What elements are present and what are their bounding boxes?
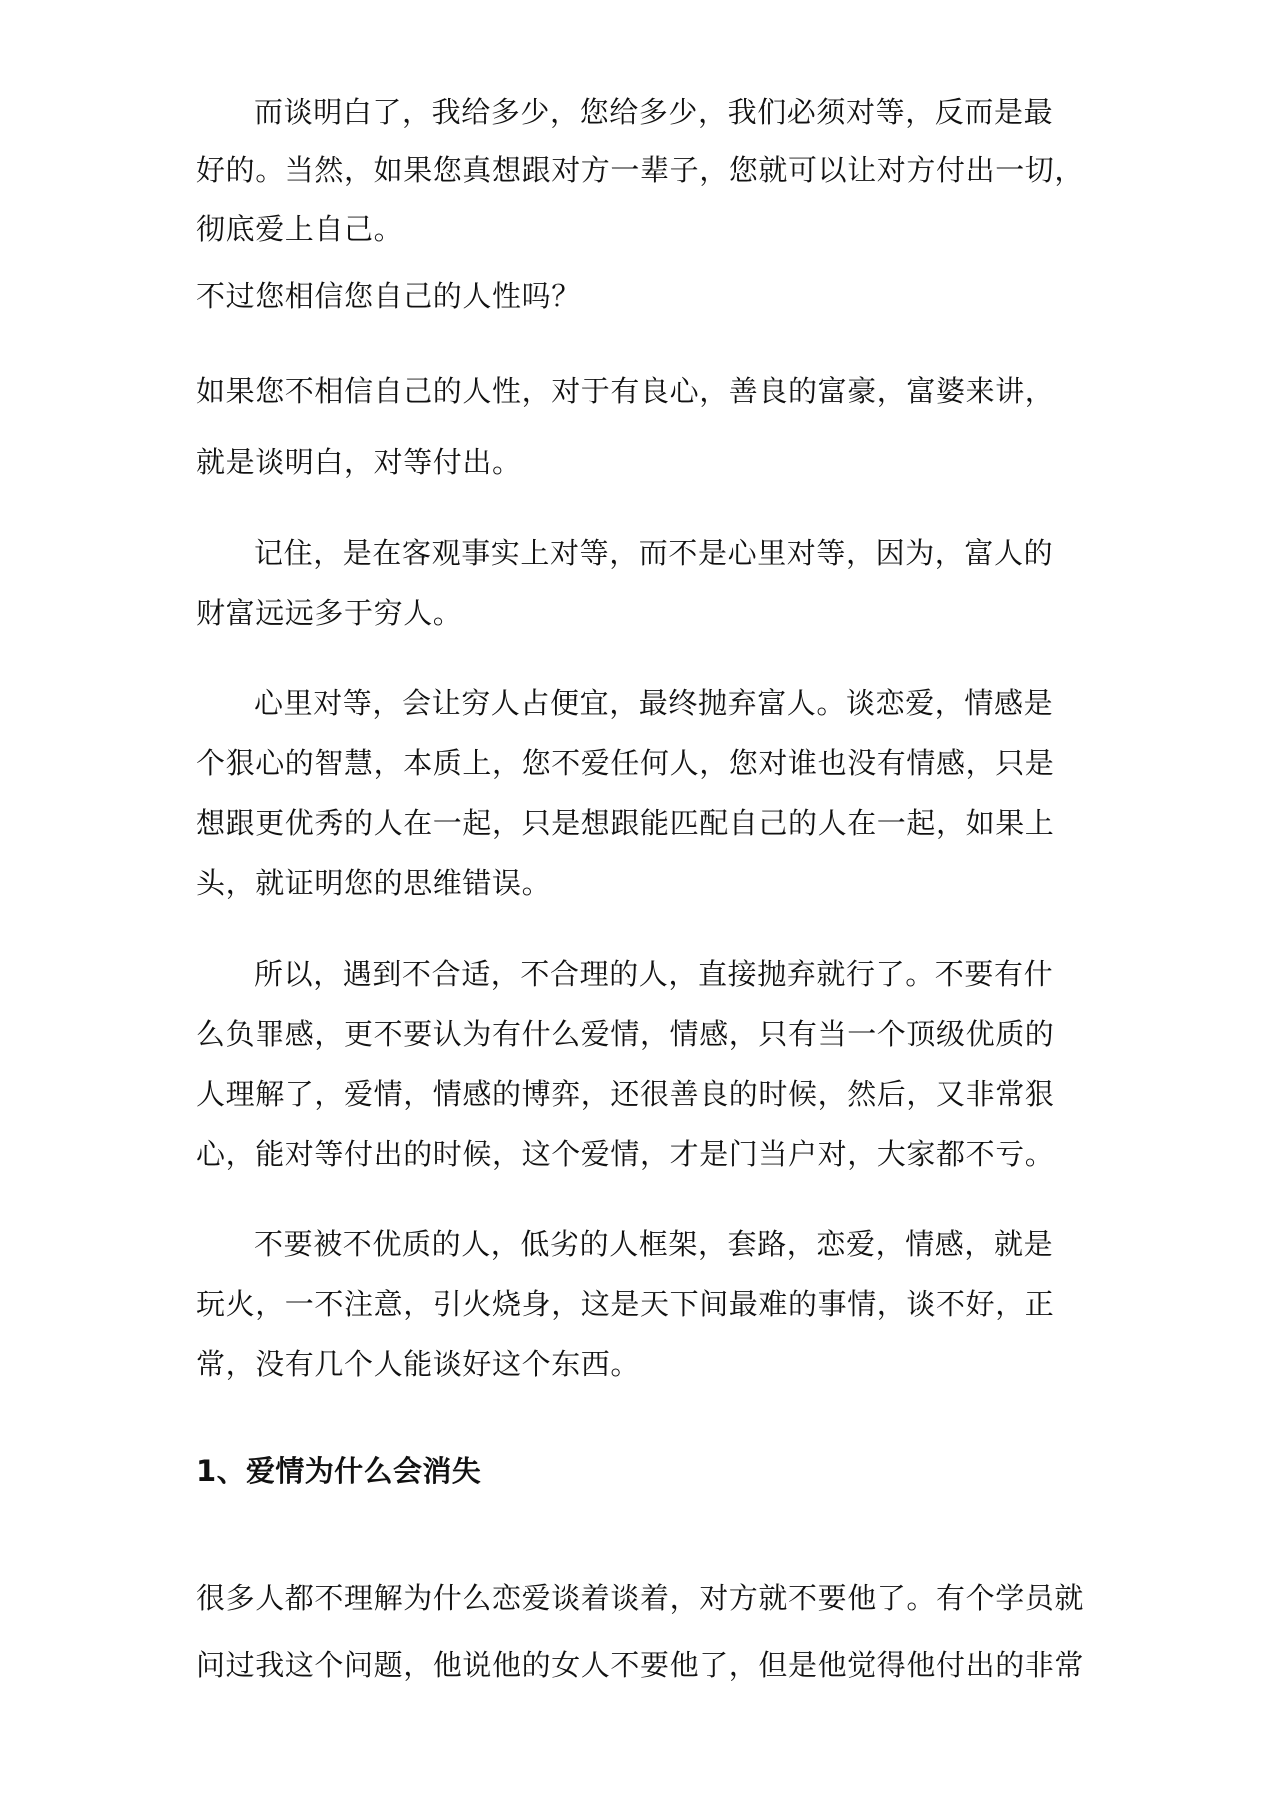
paragraph-line: 不过您相信您自己的人性吗？ [196,279,581,313]
paragraph-line: 么负罪感，更不要认为有什么爱情，情感，只有当一个顶级优质的 [196,1017,1055,1051]
paragraph-line: 个狠心的智慧，本质上，您不爱任何人，您对谁也没有情感，只是 [196,746,1055,780]
paragraph-line: 好的。当然，如果您真想跟对方一辈子，您就可以让对方付出一切， [196,153,1085,187]
paragraph-line: 想跟更优秀的人在一起，只是想跟能匹配自己的人在一起，如果上 [196,806,1055,840]
paragraph-line: 常，没有几个人能谈好这个东西。 [196,1347,641,1381]
paragraph-line: 不要被不优质的人，低劣的人框架，套路，恋爱，情感，就是 [254,1227,1054,1261]
paragraph-line: 问过我这个问题，他说他的女人不要他了，但是他觉得他付出的非常 [196,1648,1085,1682]
paragraph-line: 心里对等，会让穷人占便宜，最终抛弃富人。谈恋爱，情感是 [254,686,1054,720]
paragraph-line: 就是谈明白，对等付出。 [196,445,522,479]
paragraph-line: 所以，遇到不合适，不合理的人，直接抛弃就行了。不要有什 [254,957,1054,991]
paragraph-line: 而谈明白了，我给多少，您给多少，我们必须对等，反而是最 [254,95,1054,129]
paragraph-line: 如果您不相信自己的人性，对于有良心，善良的富豪，富婆来讲， [196,374,1055,408]
paragraph-line: 人理解了，爱情，情感的博弈，还很善良的时候，然后，又非常狠 [196,1077,1055,1111]
paragraph-line: 心，能对等付出的时候，这个爱情，才是门当户对，大家都不亏。 [196,1137,1055,1171]
paragraph-line: 彻底爱上自己。 [196,212,404,246]
paragraph-line: 玩火，一不注意，引火烧身，这是天下间最难的事情，谈不好，正 [196,1287,1055,1321]
paragraph-line: 财富远远多于穷人。 [196,596,463,630]
paragraph-line: 很多人都不理解为什么恋爱谈着谈着，对方就不要他了。有个学员就 [196,1581,1085,1615]
section-heading: 1、爱情为什么会消失 [196,1454,482,1488]
paragraph-line: 头，就证明您的思维错误。 [196,866,552,900]
paragraph-line: 记住，是在客观事实上对等，而不是心里对等，因为，富人的 [254,536,1054,570]
